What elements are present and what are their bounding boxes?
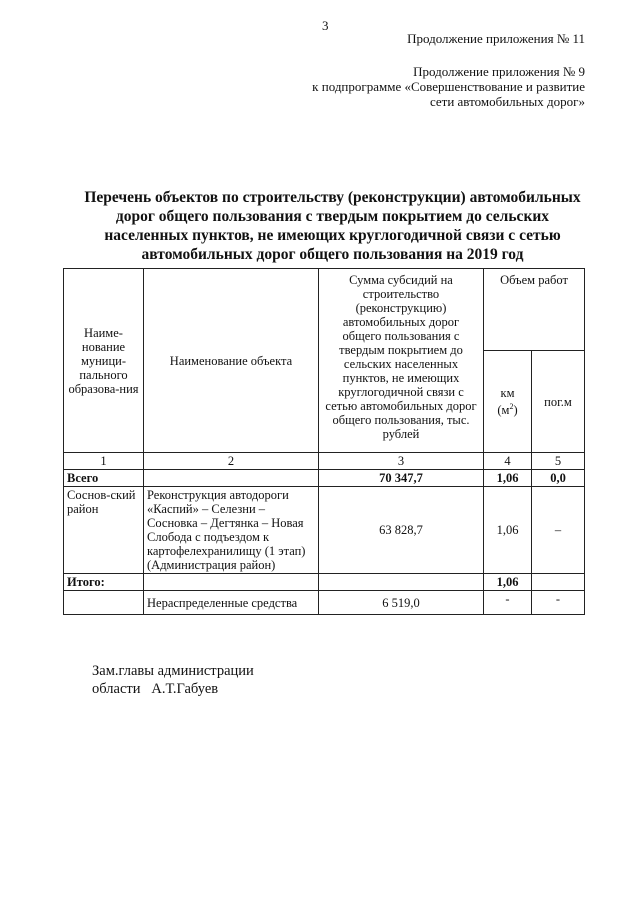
- title-line-4: автомобильных дорог общего пользования на 2019 год: [141, 246, 524, 263]
- document-title: [60, 188, 605, 264]
- title-line-1: Перечень объектов по строительству (реконструкции) автомобильных: [84, 189, 581, 206]
- appendix-continuation-11: Продолжение приложения № 11: [407, 31, 585, 46]
- page-number: 3: [322, 18, 329, 33]
- header-line-2: Продолжение приложения № 9: [413, 64, 585, 79]
- row-km: 1,06: [484, 487, 532, 574]
- unallocated-pogm: -: [532, 591, 585, 615]
- subtotal-pogm-empty: [532, 574, 585, 591]
- header-subsidy-sum: Сумма субсидий на строительство (реконструкцию) автомобильных дорог общего пользования с твердым покрытием до сельских населенных пунктов, не имеющих круглогодичной связи с сетью автомобильных дорог общего пользования, тыс. рублей: [319, 269, 484, 453]
- table-row: [64, 487, 585, 574]
- objects-table: [63, 268, 585, 615]
- subtotal-sum-empty: [319, 574, 484, 591]
- signature-block: [92, 662, 254, 698]
- col-number: 1: [64, 453, 144, 470]
- subtotal-object-empty: [144, 574, 319, 591]
- row-municipality: Соснов-ский район: [64, 487, 144, 574]
- total-km: 1,06: [484, 470, 532, 487]
- total-sum: 70 347,7: [319, 470, 484, 487]
- col-number: 2: [144, 453, 319, 470]
- row-object: Реконструкция автодороги «Каспий» – Селезни – Сосновка – Дегтянка – Новая Слобода с подъездом к картофелехранилищу (1 этап) (Администрация район): [144, 487, 319, 574]
- header-object-name: Наименование объекта: [144, 269, 319, 453]
- unallocated-km: -: [484, 591, 532, 615]
- unallocated-municipality-empty: [64, 591, 144, 615]
- table-row-unallocated: [64, 591, 585, 615]
- row-sum: 63 828,7: [319, 487, 484, 574]
- col-number: 4: [484, 453, 532, 470]
- row-pogm: –: [532, 487, 585, 574]
- signature-position: Зам.главы администрации: [92, 663, 254, 679]
- col-number: 3: [319, 453, 484, 470]
- title-line-2: дорог общего пользования с твердым покрытием до сельских: [115, 208, 550, 225]
- subtotal-km: 1,06: [484, 574, 532, 591]
- header-municipality: Наиме-нование муници-пального образова-ния: [64, 269, 144, 453]
- total-pogm: 0,0: [532, 470, 585, 487]
- signature-name: области А.Т.Габуев: [92, 681, 219, 697]
- table-row-total: [64, 470, 585, 487]
- title-line-3: населенных пунктов, не имеющих круглогодичной связи с сетью: [104, 227, 561, 244]
- col-number: 5: [532, 453, 585, 470]
- unallocated-label: Нераспределенные средства: [144, 591, 319, 615]
- unallocated-sum: 6 519,0: [319, 591, 484, 615]
- header-km: [484, 351, 532, 453]
- appendix-continuation-9: [312, 64, 585, 109]
- header-km-label: км: [500, 385, 515, 400]
- table-row-subtotal: [64, 574, 585, 591]
- header-line-4: сети автомобильных дорог»: [429, 94, 585, 109]
- total-object-empty: [144, 470, 319, 487]
- header-km-unit: $(м^2)$: [497, 401, 518, 418]
- header-line-3: к подпрограмме «Совершенствование и развитие: [312, 79, 585, 94]
- total-label: Всего: [64, 470, 144, 487]
- subtotal-label: Итого:: [64, 574, 144, 591]
- header-pogm: пог.м: [532, 351, 585, 453]
- header-work-volume: Объем работ: [484, 269, 585, 351]
